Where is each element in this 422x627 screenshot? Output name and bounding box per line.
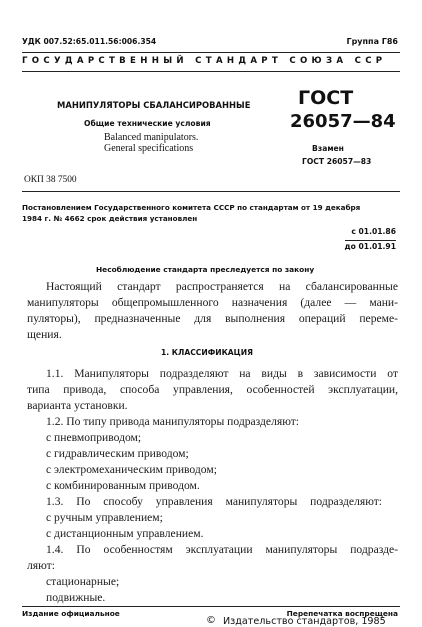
footer-rule [22,606,400,607]
decree-line-2: 1984 г. № 4662 срок действия установлен [22,214,198,223]
copyright-icon: © [206,615,216,626]
clause-line: с пневмоприводом; [46,431,142,444]
intro-line-4: щения. [27,328,62,341]
clause-line: 1.2. По типу привода манипуляторы подразделяют: [46,415,299,428]
clause-line: стационарные; [46,575,120,588]
validity-to: до 01.01.91 [344,242,396,251]
intro-line-2: манипуляторы общепромышленного назначения (далее — мани- [27,296,398,309]
decree-line-1: Постановлением Государственного комитета СССР по стандартам от 19 декабря [22,203,361,212]
english-subtitle: General specifications [104,143,194,154]
okp-code: ОКП 38 7500 [24,175,77,185]
clause-line: варианта установки. [27,399,128,412]
footer-reprint-notice: Перепечатка воспрещена [286,609,398,618]
header-rule-top [22,52,400,53]
clause-line: 1.1. Манипуляторы подразделяют на виды в зависимости от [46,367,398,380]
replaces-value: ГОСТ 26057—83 [302,157,372,166]
header-rule-bottom [22,71,400,72]
intro-line-3: пуляторы), предназначенные для выполнения операций переме- [27,312,398,325]
replaces-label: Взамен [312,144,344,153]
group-code: Группа Г86 [346,37,398,46]
validity-from: с 01.01.86 [351,227,396,236]
okp-rule [22,191,400,192]
intro-line-1: Настоящий стандарт распространяется на сбалансированные [46,280,398,293]
clause-line: 1.4. По особенностям эксплуатации манипуляторы подразде- [46,543,398,556]
document-title: МАНИПУЛЯТОРЫ СБАЛАНСИРОВАННЫЕ [57,100,251,110]
clause-line: подвижные. [46,591,106,604]
clause-line: с гидравлическим приводом; [46,447,189,460]
footer-publisher: Издательство стандартов, 1985 [223,616,386,627]
clause-line: 1.3. По способу управления манипуляторы подразделяют: [46,495,382,508]
clause-line: с электромеханическим приводом; [46,463,217,476]
clause-line: с ручным управлением; [46,511,163,524]
document-subtitle: Общие технические условия [84,119,211,128]
clause-line: с дистанционным управлением. [46,527,204,540]
gost-label: ГОСТ [298,87,354,109]
legal-warning: Несоблюдение стандарта преследуется по закону [96,265,315,274]
clause-line: ляют: [27,559,55,572]
gost-number: 26057—84 [290,111,396,132]
standard-banner: ГОСУДАРСТВЕННЫЙ СТАНДАРТ СОЮЗА ССР [22,56,387,66]
footer-official-edition: Издание официальное [22,609,120,618]
section-title: 1. КЛАССИФИКАЦИЯ [161,348,253,357]
english-title: Balanced manipulators. [104,132,199,143]
udk-code: УДК 007.52:65.011.56:006.354 [22,37,157,46]
clause-line: с комбинированным приводом. [46,479,200,492]
clause-line: типа привода, способа управления, особенностей эксплуатации, [27,383,398,396]
